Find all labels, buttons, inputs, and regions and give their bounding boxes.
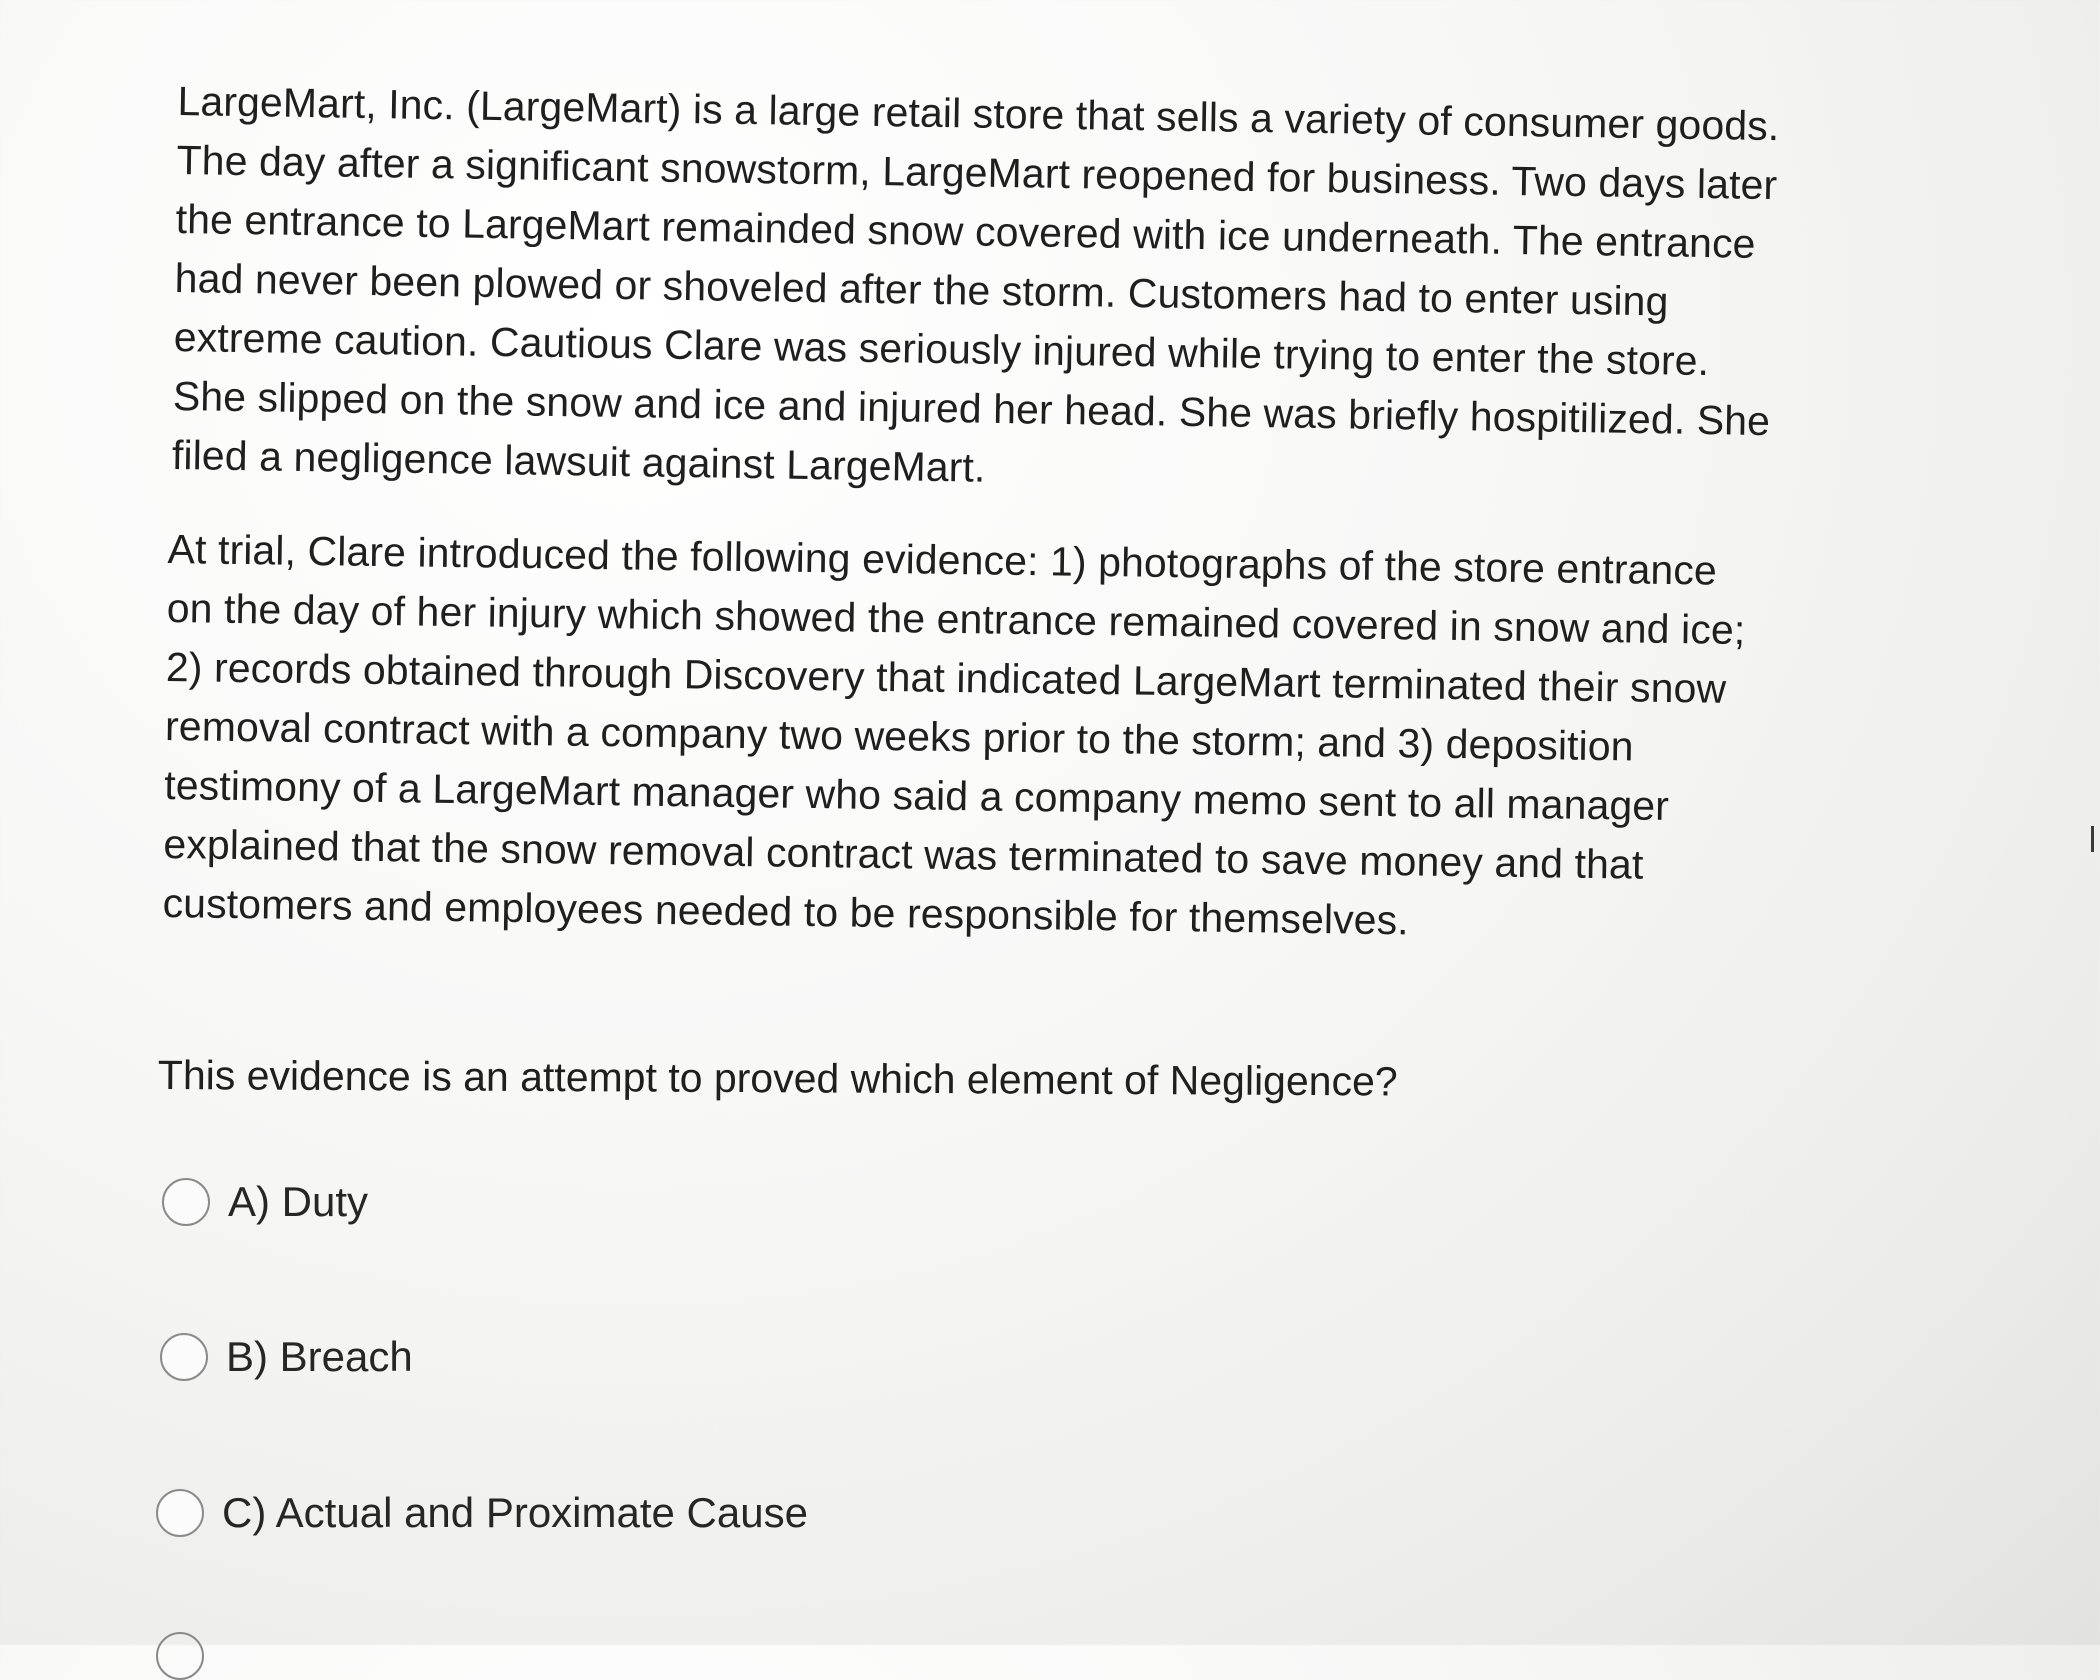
question-prompt: This evidence is an attempt to proved which element of Negligence? [157, 1051, 1398, 1105]
radio-button-icon[interactable] [160, 1333, 208, 1381]
radio-button-icon[interactable] [162, 1178, 210, 1226]
option-a-label: A) Duty [228, 1178, 369, 1225]
passage-paragraph-2: At trial, Clare introduced the following evidence: 1) photographs of the store entrance on the day of her injury which showed the entrance remained covered in snow and ice; 2) records obtained through Discovery that indicated LargeMart terminated their snow removal contract with a company two weeks prior to the storm; and 3) deposition testimony of a LargeMart manager who said a company memo sent to all manager explained that the snow removal contract was terminated to save money and that customers and employees needed to be responsible for themselves. [162, 525, 1746, 944]
option-c-label: C) Actual and Proximate Cause [222, 1489, 808, 1536]
option-a[interactable] [162, 1172, 368, 1232]
option-d-radio-partial-icon[interactable] [156, 1632, 204, 1680]
passage-paragraph-1: LargeMart, Inc. (LargeMart) is a large retail store that sells a variety of consumer goods. The day after a significant snowstorm, LargeMart reopened for business. Two days later the entrance to LargeMart remainded snow covered with ice underneath. The entrance had never been plowed or shoveled after the storm. Customers had to enter using extreme caution. Cautious Clare was seriously injured while trying to enter the store. She slipped on the snow and ice and injured her head. She was briefly hospitilized. She filed a negligence lawsuit against LargeMart. [171, 77, 1780, 491]
radio-button-icon[interactable] [156, 1489, 204, 1537]
edge-mark [2091, 826, 2094, 852]
option-b[interactable] [160, 1327, 413, 1387]
option-c[interactable] [156, 1483, 808, 1543]
option-b-label: B) Breach [226, 1333, 413, 1380]
